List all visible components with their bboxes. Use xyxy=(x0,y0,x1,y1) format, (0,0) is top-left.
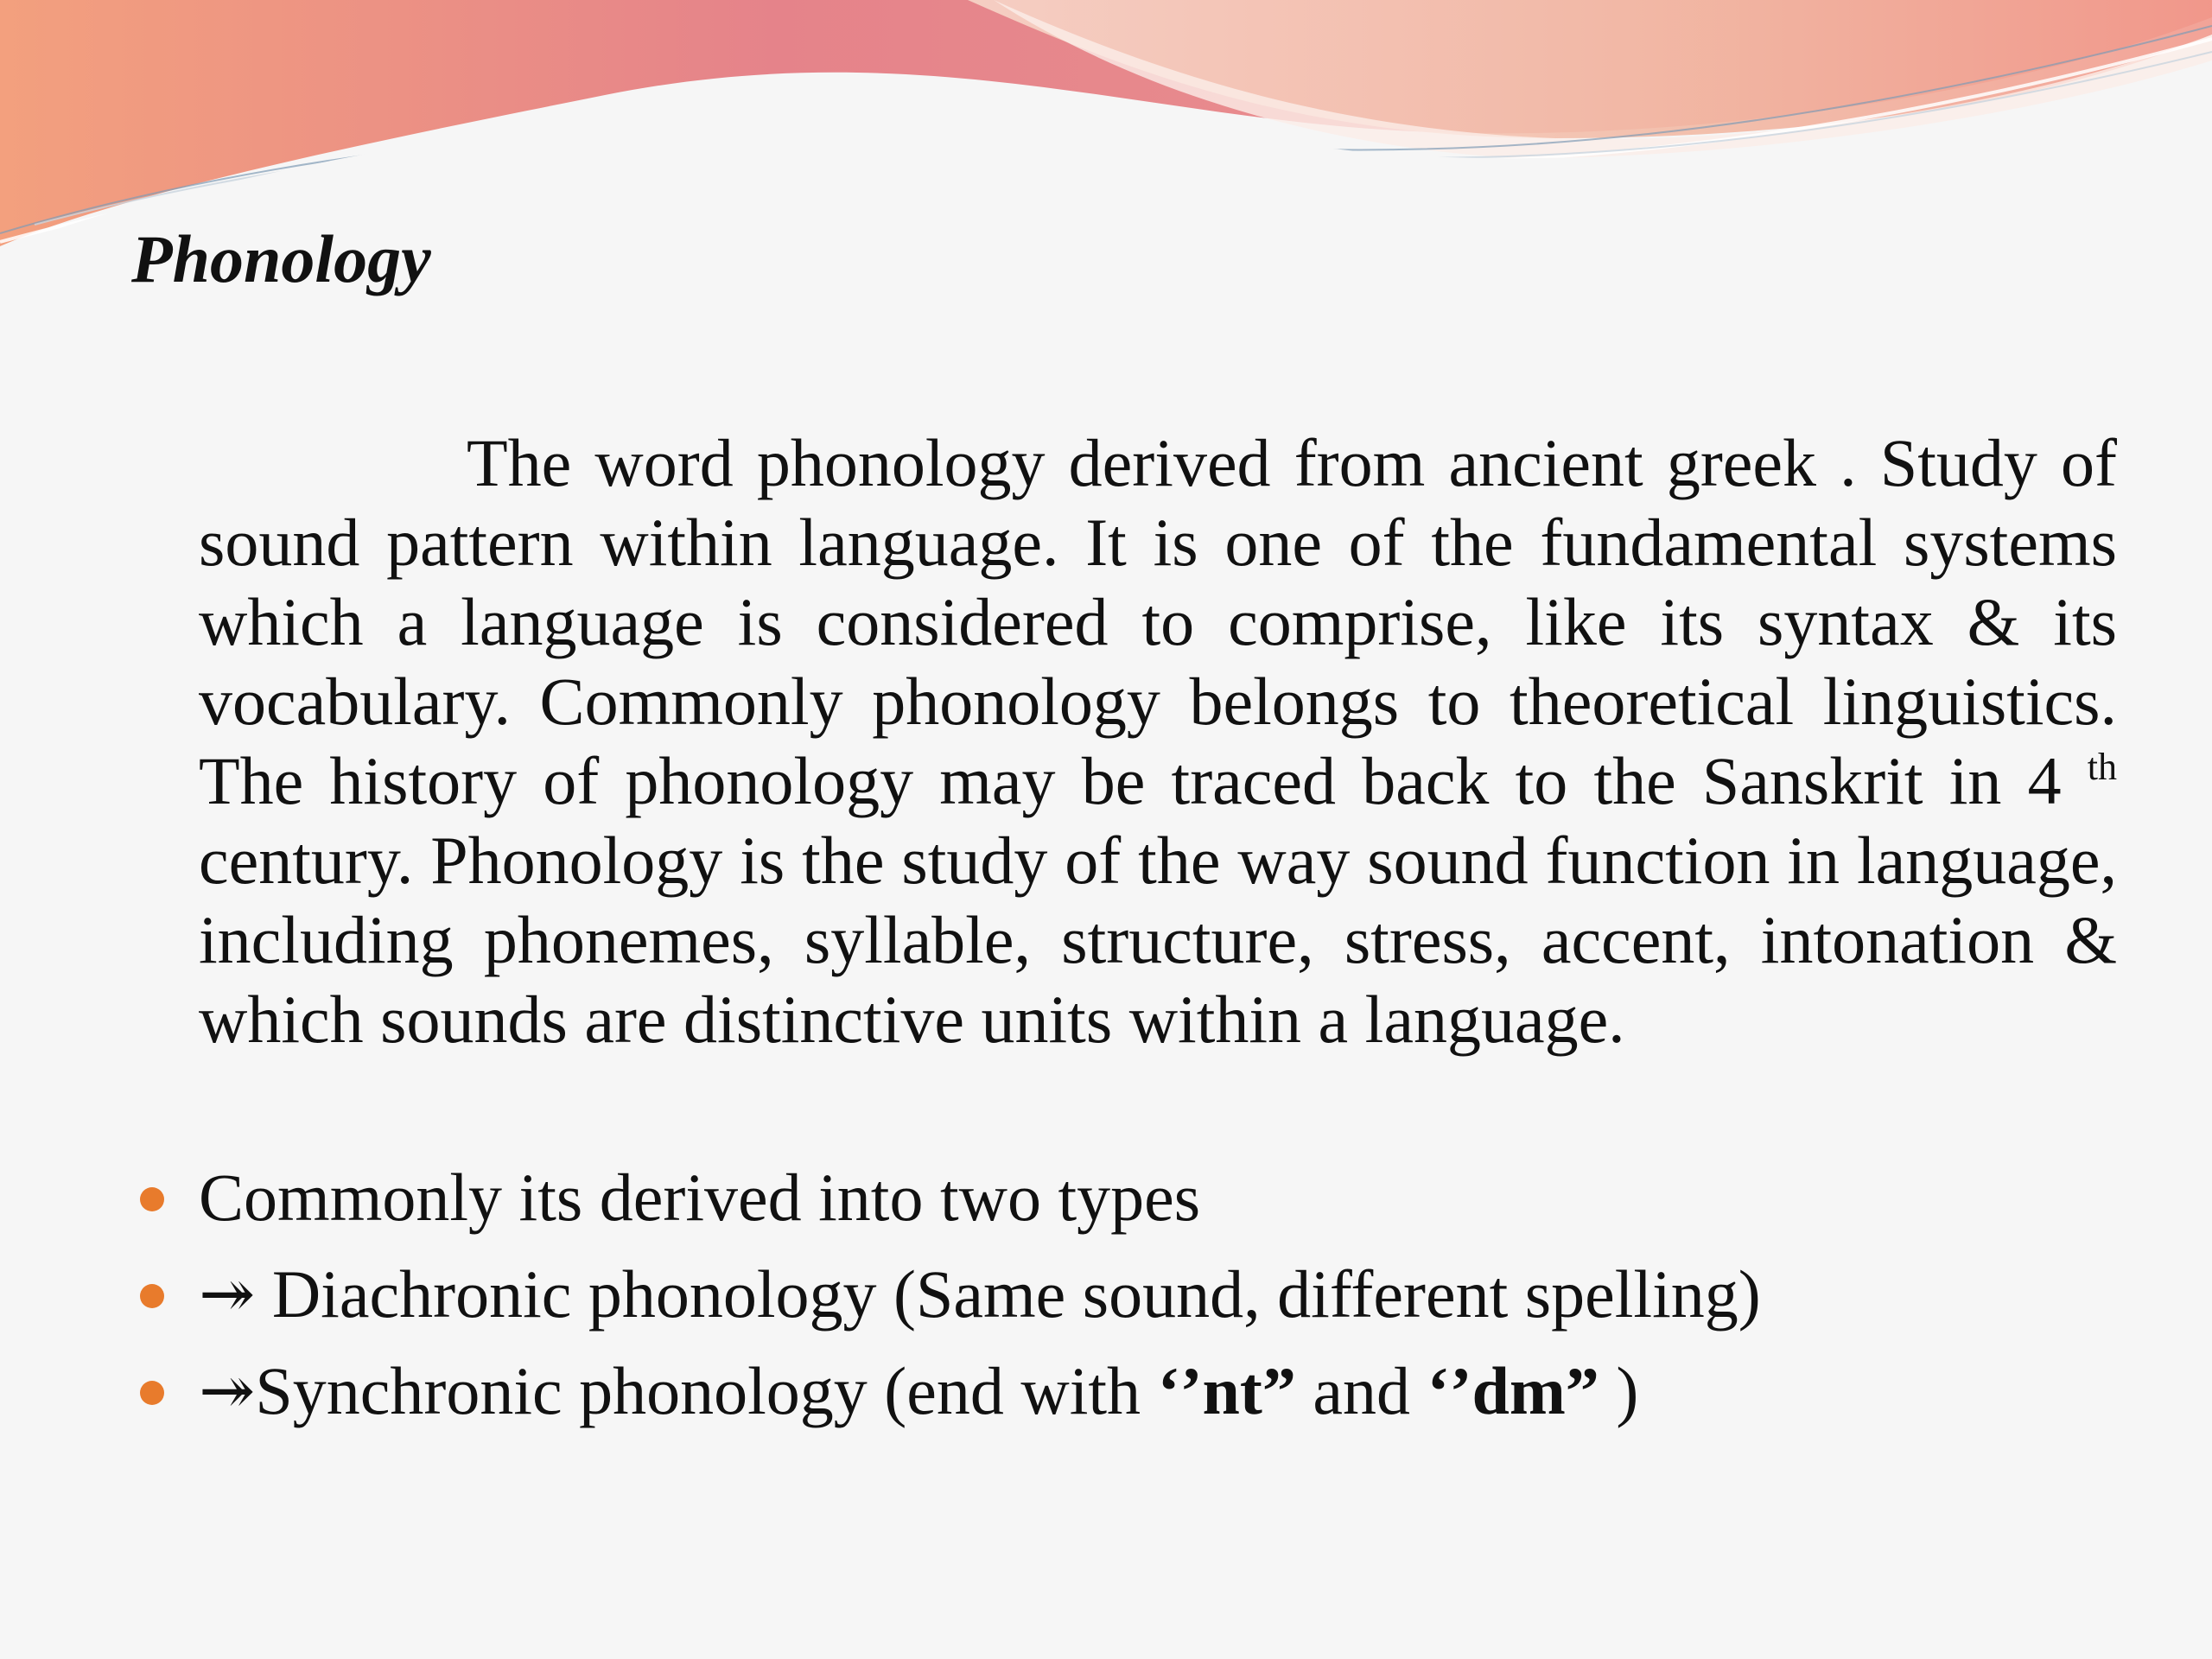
body-paragraph xyxy=(199,423,2117,1059)
slide-title: Phonology xyxy=(131,221,431,296)
bullet-text: Commonly its derived into two types xyxy=(199,1160,1201,1235)
bold-term-nt: ‘’nt” xyxy=(1157,1353,1296,1428)
bullet-list xyxy=(199,1158,2117,1448)
bullet-item-diachronic xyxy=(199,1255,2117,1334)
bullet-text-suffix: ) xyxy=(1599,1353,1639,1428)
bullet-text-prefix: ↠Synchronic phonology (end with xyxy=(199,1353,1158,1428)
ordinal-superscript: th xyxy=(2087,746,2117,788)
bullet-dot-icon xyxy=(140,1187,164,1211)
bullet-text-middle: and xyxy=(1295,1353,1427,1428)
paragraph-text-part2: century. Phonology is the study of the way sound function in language, including phonemes, syllable, structure, stress, accent, intonation & which sounds are distinctive units within a language. xyxy=(199,823,2117,1057)
bullet-text: ↠ Diachronic phonology (Same sound, different spelling) xyxy=(199,1256,1761,1332)
paragraph-text-part1: The word phonology derived from ancient greek . Study of sound pattern within language. It is one of the fundamental systems which a language is considered to comprise, like its syntax & its vocabulary. Commonly phonology belongs to theoretical linguistics. The history of phonology may be traced back to the Sanskrit in 4 xyxy=(199,425,2117,818)
bold-term-dm: ‘’dm” xyxy=(1427,1353,1599,1428)
bullet-item-types xyxy=(199,1158,2117,1237)
bullet-item-synchronic xyxy=(199,1351,2117,1431)
bullet-dot-icon xyxy=(140,1284,164,1308)
bullet-dot-icon xyxy=(140,1381,164,1405)
